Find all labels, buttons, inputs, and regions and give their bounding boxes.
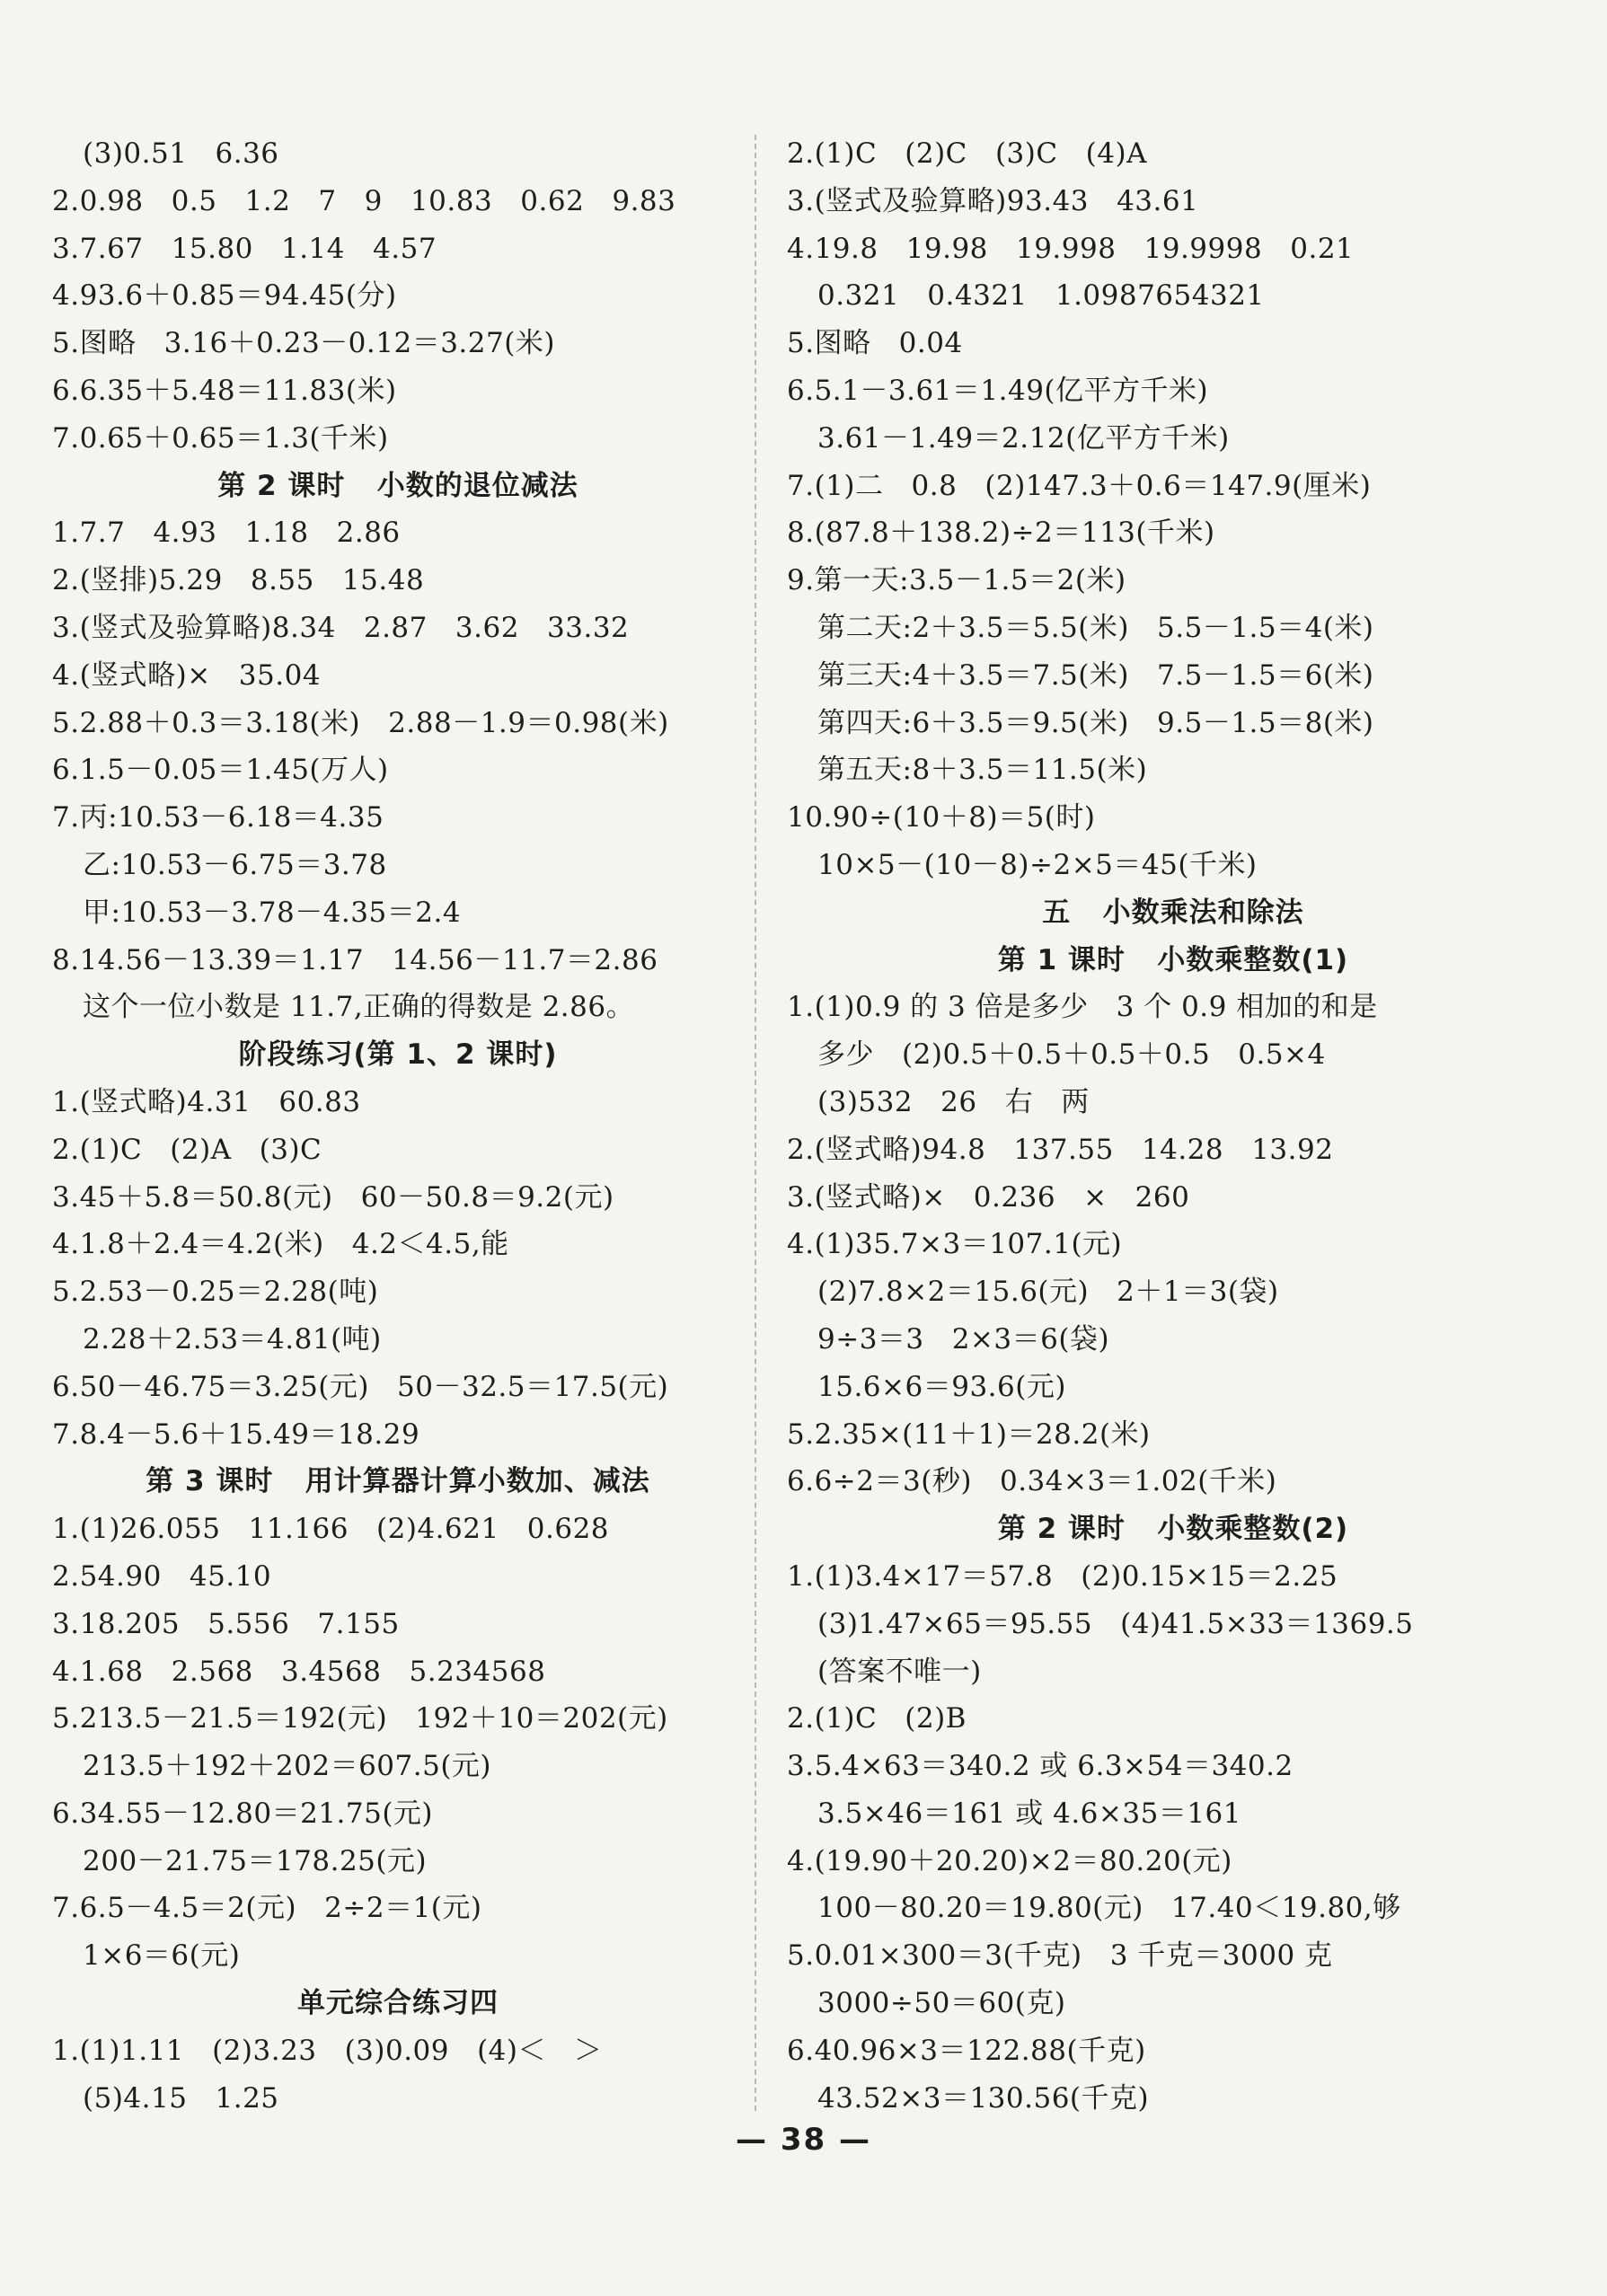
right-column <box>787 130 1559 2122</box>
answer-line: 7.丙:10.53－6.18＝4.35 <box>52 801 384 835</box>
answer-line: 213.5＋192＋202＝607.5(元) <box>83 1750 492 1783</box>
answer-line: 第三天:4＋3.5＝7.5(米) 7.5－1.5＝6(米) <box>817 658 1374 692</box>
answer-line: 4.(竖式略)× 35.04 <box>52 658 322 692</box>
answer-line: 4.(19.90＋20.20)×2＝80.20(元) <box>787 1844 1232 1877</box>
section-heading: 五 小数乘法和除法 <box>1042 896 1304 929</box>
answer-line: 100－80.20＝19.80(元) 17.40＜19.80,够 <box>817 1892 1401 1925</box>
answer-line: 5.0.01×300＝3(千克) 3 千克＝3000 克 <box>787 1939 1333 1973</box>
answer-line: (5)4.15 1.25 <box>83 2081 279 2115</box>
answer-line: 6.6.35＋5.48＝11.83(米) <box>52 374 397 407</box>
answer-line: 1.(1)26.055 11.166 (2)4.621 0.628 <box>52 1513 610 1546</box>
answer-line: 4.1.68 2.568 3.4568 5.234568 <box>52 1655 546 1688</box>
answer-line: 5.图略 0.04 <box>787 327 963 360</box>
answer-line: 9÷3＝3 2×3＝6(袋) <box>817 1322 1110 1356</box>
answer-line: 2.54.90 45.10 <box>52 1559 272 1593</box>
answer-line: 甲:10.53－3.78－4.35＝2.4 <box>83 896 462 929</box>
answer-line: 4.19.8 19.98 19.998 19.9998 0.21 <box>787 232 1355 265</box>
answer-line: 6.40.96×3＝122.88(千克) <box>787 2034 1146 2067</box>
answer-line: 2.(1)C (2)C (3)C (4)A <box>787 137 1147 170</box>
column-divider <box>755 135 756 2111</box>
answer-line: 3.(竖式略)× 0.236 × 260 <box>787 1180 1190 1214</box>
answer-line: 2.(1)C (2)B <box>787 1702 967 1735</box>
answer-line: 8.14.56－13.39＝1.17 14.56－11.7＝2.86 <box>52 943 658 976</box>
section-heading: 阶段练习(第 1、2 课时) <box>238 1038 558 1072</box>
answer-line: 3.18.205 5.556 7.155 <box>52 1607 400 1640</box>
answer-line: 6.1.5－0.05＝1.45(万人) <box>52 754 389 787</box>
answer-line: 4.1.8＋2.4＝4.2(米) 4.2＜4.5,能 <box>52 1228 509 1261</box>
section-heading: 第 2 课时 小数乘整数(2) <box>997 1513 1349 1546</box>
section-heading: 第 2 课时 小数的退位减法 <box>217 469 578 502</box>
answer-line: 1.(1)3.4×17＝57.8 (2)0.15×15＝2.25 <box>787 1559 1338 1593</box>
answer-line: 5.图略 3.16＋0.23－0.12＝3.27(米) <box>52 327 555 360</box>
answer-line: 10×5－(10－8)÷2×5＝45(千米) <box>817 848 1258 881</box>
left-column <box>52 130 744 2122</box>
answer-line: 6.50－46.75＝3.25(元) 50－32.5＝17.5(元) <box>52 1370 669 1403</box>
answer-line: 0.321 0.4321 1.0987654321 <box>817 279 1265 313</box>
answer-line: 1.(1)0.9 的 3 倍是多少 3 个 0.9 相加的和是 <box>787 991 1378 1024</box>
answer-line: 3000÷50＝60(克) <box>817 1987 1066 2020</box>
answer-line: 这个一位小数是 11.7,正确的得数是 2.86。 <box>83 991 635 1024</box>
answer-line: 4.93.6＋0.85＝94.45(分) <box>52 279 397 313</box>
answer-line: 3.5.4×63＝340.2 或 6.3×54＝340.2 <box>787 1750 1294 1783</box>
answer-line: 2.0.98 0.5 1.2 7 9 10.83 0.62 9.83 <box>52 184 676 217</box>
answer-line: 43.52×3＝130.56(千克) <box>817 2081 1150 2115</box>
answer-line: 1.7.7 4.93 1.18 2.86 <box>52 517 401 550</box>
answer-line: 2.28＋2.53＝4.81(吨) <box>83 1322 382 1356</box>
answer-line: 7.0.65＋0.65＝1.3(千米) <box>52 421 389 455</box>
answer-line: 2.(1)C (2)A (3)C <box>52 1133 322 1166</box>
answer-line: 多少 (2)0.5＋0.5＋0.5＋0.5 0.5×4 <box>817 1038 1326 1072</box>
answer-line: 7.6.5－4.5＝2(元) 2÷2＝1(元) <box>52 1892 482 1925</box>
answer-line: (3)0.51 6.36 <box>83 137 279 170</box>
answer-line: 6.6÷2＝3(秒) 0.34×3＝1.02(千米) <box>787 1465 1277 1498</box>
section-heading: 单元综合练习四 <box>297 1987 499 2020</box>
answer-line: 1.(竖式略)4.31 60.83 <box>52 1085 361 1118</box>
answer-line: 8.(87.8＋138.2)÷2＝113(千米) <box>787 517 1215 550</box>
answer-line: 5.2.53－0.25＝2.28(吨) <box>52 1276 379 1309</box>
answer-line: 6.5.1－3.61＝1.49(亿平方千米) <box>787 374 1209 407</box>
answer-line: (2)7.8×2＝15.6(元) 2＋1＝3(袋) <box>817 1276 1279 1309</box>
answer-line: 200－21.75＝178.25(元) <box>83 1844 428 1877</box>
answer-line: 9.第一天:3.5－1.5＝2(米) <box>787 564 1126 597</box>
answer-line: (3)532 26 右 两 <box>817 1085 1090 1118</box>
answer-line: 3.61－1.49＝2.12(亿平方千米) <box>817 421 1230 455</box>
answer-line: 3.(竖式及验算略)8.34 2.87 3.62 33.32 <box>52 611 630 644</box>
section-heading: 第 1 课时 小数乘整数(1) <box>997 943 1349 976</box>
answer-line: 乙:10.53－6.75＝3.78 <box>83 848 387 881</box>
answer-line: 6.34.55－12.80＝21.75(元) <box>52 1797 434 1830</box>
answer-line: 10.90÷(10＋8)＝5(时) <box>787 801 1096 835</box>
answer-line: 5.2.88＋0.3＝3.18(米) 2.88－1.9＝0.98(米) <box>52 706 669 739</box>
answer-line: 5.2.35×(11＋1)＝28.2(米) <box>787 1417 1151 1451</box>
answer-line: (答案不唯一) <box>817 1655 982 1688</box>
answer-line: 4.(1)35.7×3＝107.1(元) <box>787 1228 1123 1261</box>
section-heading: 第 3 课时 用计算器计算小数加、减法 <box>146 1465 650 1498</box>
answer-line: 3.5×46＝161 或 4.6×35＝161 <box>817 1797 1241 1830</box>
answer-line: 15.6×6＝93.6(元) <box>817 1370 1066 1403</box>
answer-line: 3.(竖式及验算略)93.43 43.61 <box>787 184 1199 217</box>
answer-line: 7.(1)二 0.8 (2)147.3＋0.6＝147.9(厘米) <box>787 469 1372 502</box>
answer-line: 第五天:8＋3.5＝11.5(米) <box>817 754 1148 787</box>
answer-line: 第四天:6＋3.5＝9.5(米) 9.5－1.5＝8(米) <box>817 706 1374 739</box>
answer-line: 5.213.5－21.5＝192(元) 192＋10＝202(元) <box>52 1702 668 1735</box>
answer-line: 3.7.67 15.80 1.14 4.57 <box>52 232 437 265</box>
answer-line: 7.8.4－5.6＋15.49＝18.29 <box>52 1417 420 1451</box>
answer-line: (3)1.47×65＝95.55 (4)41.5×33＝1369.5 <box>817 1607 1414 1640</box>
answer-line: 3.45＋5.8＝50.8(元) 60－50.8＝9.2(元) <box>52 1180 614 1214</box>
page-number: — 38 — <box>736 2122 871 2158</box>
answer-line: 2.(竖排)5.29 8.55 15.48 <box>52 564 425 597</box>
answer-line: 2.(竖式略)94.8 137.55 14.28 13.92 <box>787 1133 1334 1166</box>
answer-line: 1.(1)1.11 (2)3.23 (3)0.09 (4)＜ ＞ <box>52 2034 603 2067</box>
answer-line: 1×6＝6(元) <box>83 1939 241 1973</box>
answer-line: 第二天:2＋3.5＝5.5(米) 5.5－1.5＝4(米) <box>817 611 1374 644</box>
